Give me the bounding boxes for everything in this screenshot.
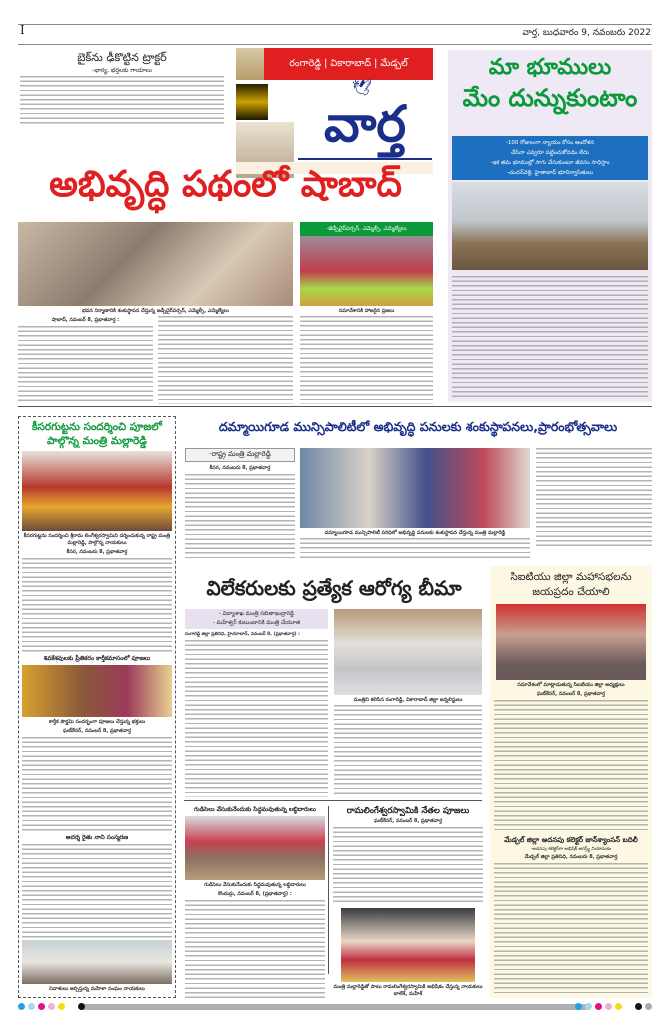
headline: రామలింగేశ్వరస్వామికి నేతల పూజలు — [346, 806, 470, 816]
article-body-text — [185, 900, 325, 999]
article-body-text — [22, 558, 172, 652]
pooja-photo — [22, 665, 172, 717]
collector-headline: మేడ్చల్ జిల్లా అదనపు కలెక్టర్ జాన్‌శ్యాంసన్ బదిలీ — [504, 836, 638, 844]
headline: సిఐటియు జిల్లా మహాసభలను జయప్రదం చేయాలి — [510, 571, 632, 598]
article-body-text — [300, 316, 433, 404]
logo: వార్త — [323, 95, 407, 153]
district-bar: రంగారెడ్డి | వికారాబాద్ | మేడ్చల్ — [264, 48, 433, 80]
subhead: - మహేశ్వర్ కుటుంబానికి మంత్రి చేయూత — [212, 620, 301, 626]
registration-dots-right — [575, 1003, 652, 1010]
print-color-bar — [18, 1003, 652, 1011]
caption: దమ్మాయిగూడ మున్సిపాలిటీ పరిధిలో అభివృద్ధి పనులకు శంకుస్థాపన చేస్తున్న మంత్రి మల్లారెడ్డి — [324, 530, 506, 536]
top-rule — [18, 24, 652, 25]
story-insurance-left — [185, 609, 328, 797]
divider — [18, 406, 652, 407]
dove-icon: 🕊 — [352, 78, 373, 97]
story-huts — [185, 805, 325, 999]
subhead: శివకేశవులకు ప్రీతికరం కార్తీకమాసంలో పూజలు — [43, 655, 151, 662]
story-tractor — [18, 50, 226, 150]
golden-throne-photo — [236, 84, 268, 120]
article-body-text — [158, 316, 293, 404]
story-shabad-side — [300, 222, 433, 404]
caption: మంత్రిని కలిసిన రంగారెడ్డి, వికారాబాద్ జిల్లా జర్నలిస్టులు — [353, 697, 463, 703]
subhead: -భార్య, భర్తలకు గాయాలు — [92, 67, 152, 74]
registration-dots-left — [18, 1003, 85, 1010]
caption: భవన నిర్మాణానికి శంకుస్థాపన చేస్తున్న జడ్పీచైర్‌పర్సన్, ఎమ్మెల్సీ, ఎమ్మెల్యేలు — [82, 308, 229, 314]
meeting-photo — [496, 604, 646, 680]
shabad-body-columns — [18, 316, 293, 404]
tribute-photo — [22, 940, 172, 984]
headline: బైక్‌ను ఢీకొట్టిన ట్రాక్టర్ — [77, 51, 167, 64]
subhead: -రాష్ట్ర మంత్రి మల్లారెడ్డి — [185, 448, 295, 462]
crowd-photo — [300, 236, 433, 306]
farmers-protest-photo — [452, 182, 648, 270]
dateline: ఘట్‌కేసర్, నవంబర్ 8, ప్రభాతవార్త — [373, 818, 443, 824]
foundation-stone-photo — [300, 448, 530, 528]
dateline: షాబాద్, నవంబర్ 8, ప్రభాతవార్త : — [51, 317, 120, 323]
article-body-text — [18, 326, 153, 404]
caption: కీసరగుట్టను సందర్శించి శ్రీరామ లింగేశ్వరస్వామిని దర్శించుకున్న రాష్ట్ర మంత్రి మల్లారెడ్డి, పాల్గొన్న నాయకులు — [23, 533, 171, 546]
story-dammaiguda-left — [185, 448, 295, 558]
dateline: రంగారెడ్డి జిల్లా ప్రతినిధి, హైదరాబాద్, నవంబర్ 8, (ప్రభాతవార్త) : — [185, 632, 300, 637]
body-column — [18, 316, 153, 404]
article-body-text — [22, 737, 172, 831]
article-body-text — [333, 827, 483, 905]
highlights-box — [452, 136, 648, 180]
article-body-text — [300, 538, 530, 558]
huts-photo — [185, 816, 325, 880]
article-body-text — [185, 474, 295, 558]
page-marker: I — [20, 23, 25, 37]
temple-visit-photo — [22, 451, 172, 531]
dateline: కీసర, నవంబరు 8, ప్రభాతవార్త — [209, 465, 271, 471]
story-dammaiguda-center — [300, 448, 530, 558]
headline-line-2: మేం దున్నుకుంటాం — [462, 84, 638, 112]
header-dateline: వార్త, బుధవారం 9, నవంబరు 2022 — [522, 28, 651, 38]
highlight: -100 రోజులుగా న్యాయం కోసం ఆందోళన — [505, 140, 595, 146]
article-body-text — [536, 448, 652, 548]
subhead: - విద్యాశాఖ మంత్రి సబితాఇంద్రారెడ్డి — [218, 611, 295, 617]
article-body-text — [494, 700, 648, 831]
subhead: ఆదర్శ రైతు నాని సంస్మరణ — [65, 834, 129, 841]
article-body-text — [22, 844, 172, 938]
dateline: కీసర, నవంబరు 8, ప్రభాతవార్త — [66, 549, 128, 555]
headline: కీసరగుట్టను సందర్శించి పూజలో పాల్గొన్న మంత్రి మల్లారెడ్డి — [32, 421, 162, 447]
article-body-text — [20, 76, 224, 126]
story-ramalingeswara — [333, 805, 483, 999]
subhead: -జెడ్పీచైర్‌పర్సన్, ఎమ్మెల్సీ, ఎమ్మెల్యేలు — [300, 222, 433, 236]
caption: గుడిసెలు వేసుకునేందుకు సిద్ధమవుతున్న లబ్ధిదారులు — [204, 882, 306, 888]
story-dammaiguda-headline: దమ్మాయిగూడ మున్సిపాలిటీలో అభివృద్ధి పనులకు శంకుస్థాపనలు,ప్రారంభోత్సవాలు — [218, 419, 618, 434]
story-land — [448, 50, 652, 402]
story-shabad-headline: అభివృద్ధి పథంలో షాబాద్ — [49, 164, 402, 205]
highlight: చేసినా ఎవ్వరూ పట్టించుకోవడం లేదు — [511, 150, 589, 156]
caption: సమావేశానికి హాజరైన ప్రజలు — [338, 308, 395, 314]
gray-bar — [80, 1004, 590, 1010]
caption: మంత్రి మల్లారెడ్డితో పాటు రామలింగేశ్వరస్వామికి అభిషేకం చేస్తున్న నాయకులు బాలేశ్, మహేశ్ — [333, 984, 483, 997]
caption: సమావేశంలో మాట్లాడుతున్న సిఐటియు జిల్లా అధ్యక్షులు — [517, 682, 625, 688]
temple-photo — [236, 48, 264, 80]
story-shabad-main — [18, 222, 293, 404]
abhishekam-photo — [341, 908, 475, 982]
headline-line-1: మా భూములు — [488, 55, 612, 80]
article-body-text — [494, 863, 648, 994]
dateline: ఘట్‌కేసర్, నవంబర్ 8, ప్రభాతవార్త — [536, 691, 606, 697]
column-divider — [328, 806, 329, 974]
article-body-text — [452, 276, 648, 398]
story-citu — [490, 566, 652, 998]
story-keesara — [18, 416, 176, 998]
headline: గుడిసెలు వేసుకునేందుకు సిద్ధమవుతున్న లబ్ధిదారులు — [194, 806, 316, 813]
highlight: -ఇక తమ భూముల్లో సాగు చేసుకుంటూ జీవనం సాధిస్తాం — [490, 160, 610, 166]
article-body-text — [334, 705, 482, 797]
header-rule — [18, 44, 652, 45]
article-body-text — [185, 640, 328, 797]
foundation-photo — [18, 222, 293, 306]
story-insurance-right — [334, 609, 482, 797]
dateline: కొందుర్గు, నవంబర్ 8, (ప్రభాతవార్త) : — [218, 891, 292, 897]
collector-subhead: -అదనపు కలెక్టర్‌గా అభిషేక్ అగస్త్య్ నియామకం — [530, 847, 612, 852]
subhead-box — [185, 609, 328, 629]
collector-dateline: మేడ్చల్ జిల్లా ప్రతినిధి, నవంబరు 8, ప్రభాతవార్త — [524, 854, 618, 860]
dateline: ఘట్‌కేసర్, నవంబర్ 8, ప్రభాతవార్త — [62, 728, 132, 734]
journalists-photo — [334, 609, 482, 695]
caption: నివాళులు అర్పిస్తున్న మహిళా సంఘం నాయకులు — [49, 986, 145, 992]
story-insurance-headline: విలేకరులకు ప్రత్యేక ఆరోగ్య బీమా — [206, 576, 462, 600]
divider — [184, 800, 482, 801]
caption: కార్తీక పౌర్ణమి సందర్భంగా పూజలు చేస్తున్న భక్తులు — [48, 719, 146, 725]
highlight: -చందన్‌వెళ్లి, హైతాబాద్ భూనిర్వాసితులు — [506, 170, 594, 176]
